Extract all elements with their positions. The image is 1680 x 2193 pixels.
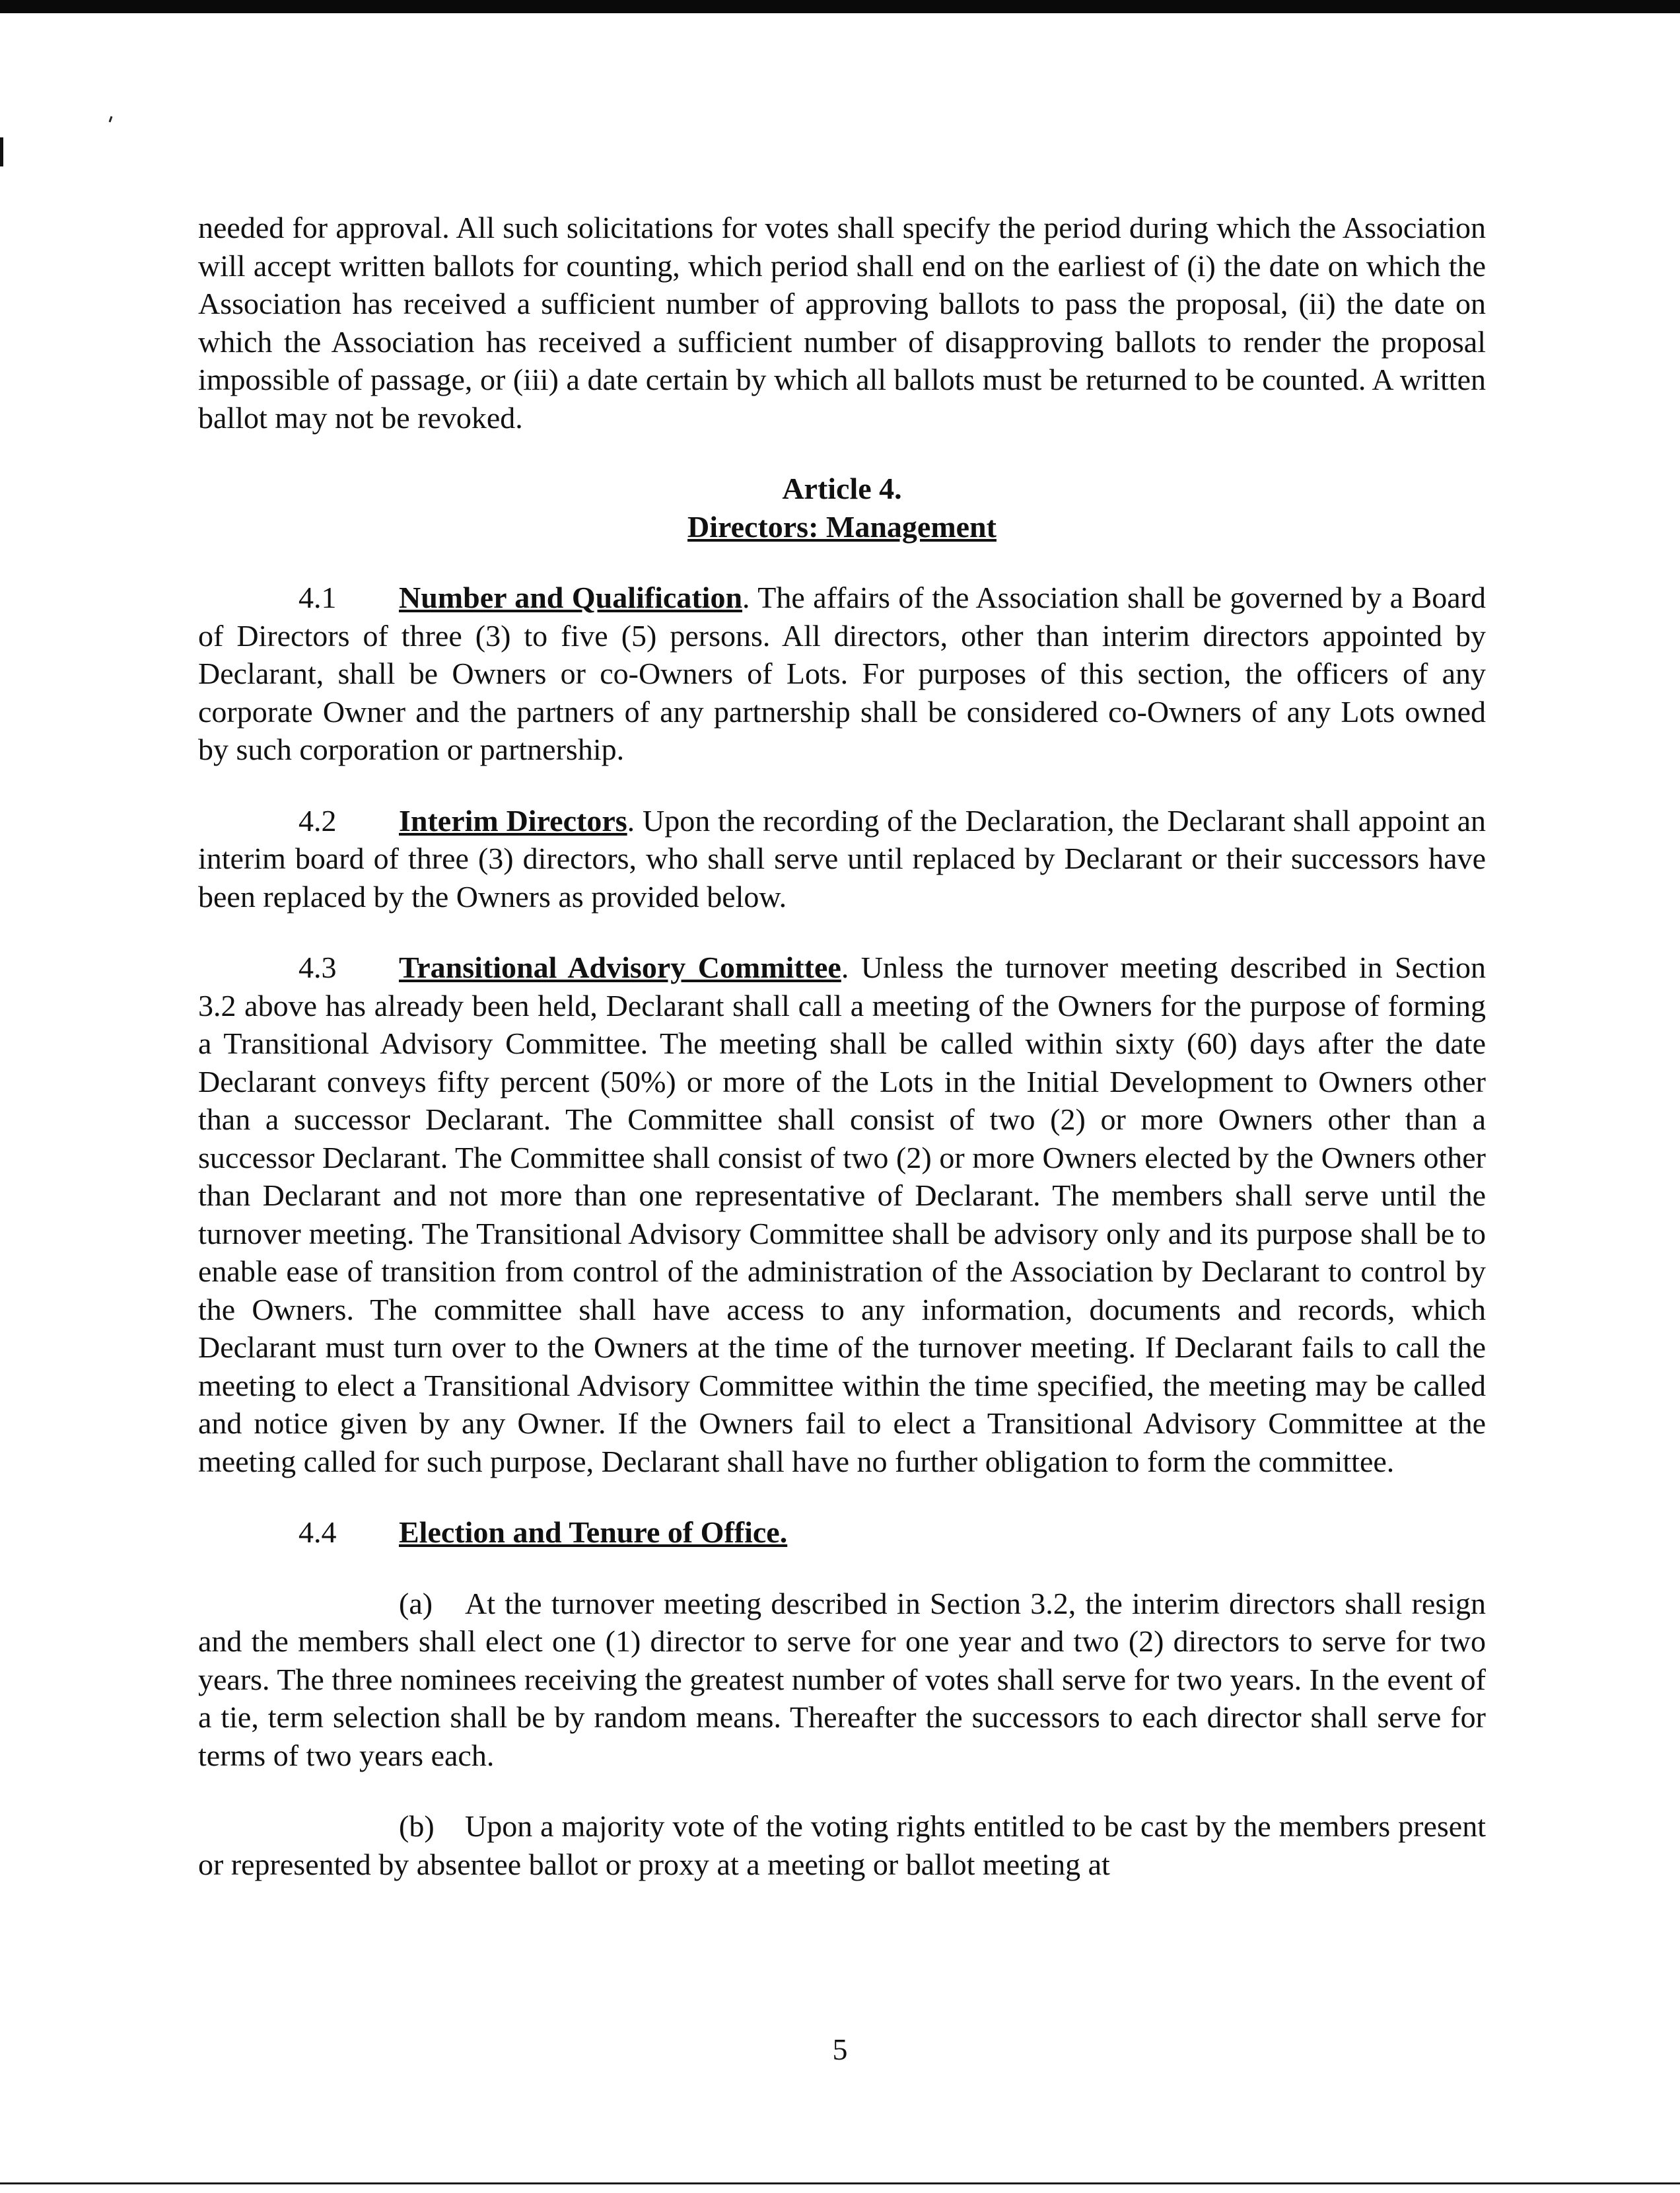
section-heading: Election and Tenure of Office.: [399, 1515, 788, 1549]
article-title: Directors: Management: [687, 509, 997, 544]
subsection-label: (b): [399, 1809, 435, 1843]
document-body: [198, 209, 1486, 1883]
article-number: Article 4.: [782, 472, 902, 505]
section-heading: Interim Directors: [399, 803, 627, 838]
section-number: 4.1: [298, 581, 337, 614]
page-number: 5: [832, 2032, 848, 2066]
section-4-3: [198, 949, 1486, 1480]
scan-top-border: [0, 0, 1680, 13]
section-text: . Upon the recording of the Declaration, the Declarant shall appoint an interim board of three (3) directors, who shall serve until replaced by Declarant or their successors have been replaced by the Owners as provided below.: [198, 803, 1487, 914]
section-4-1: [198, 579, 1486, 769]
section-text: . The affairs of the Association shall be governed by a Board of Directors of three (3) to five (5) persons. All directors, other than interim directors appointed by Declarant, shall be Owners or co-Owners of Lots. For purposes of this section, the officers of any corporate Owner and the partners of any partnership shall be considered co-Owners of any Lots owned by such corporation or partnership.: [198, 581, 1486, 766]
subsection-label: (a): [399, 1586, 433, 1620]
section-text: . Unless the turnover meeting described in Section 3.2 above has already been held, Declarant shall call a meeting of the Owners for the purpose of forming a Transitional Advisory Committee. The meeting shall be called within sixty (60) days after the date Declarant conveys fifty percent (50%) or more of the Lots in the Initial Development to Owners other than a successor Declarant. The Committee shall consist of two (2) or more Owners other than a successor Declarant. The Committee shall consist of two (2) or more Owners elected by the Owners other than Declarant and not more than one representative of Declarant. The members shall serve until the turnover meeting. The Transitional Advisory Committee shall be advisory only and its purpose shall be to enable ease of transition from control of the administration of the Association by Declarant to control by the Owners. The committee shall have access to any information, documents and records, which Declarant must turn over to the Owners at the time of the turnover meeting. If Declarant fails to call the meeting to elect a Transitional Advisory Committee within the time specified, the meeting may be called and notice given by any Owner. If the Owners fail to elect a Transitional Advisory Committee at the meeting called for such purpose, Declarant shall have no further obligation to form the committee.: [198, 951, 1486, 1478]
subsection-text: Upon a majority vote of the voting rights entitled to be cast by the members present or represented by absentee ballot or proxy at a meeting or ballot meeting at: [198, 1809, 1486, 1881]
scan-speck: [109, 116, 113, 122]
subsection-b: [198, 1807, 1486, 1883]
section-4-2: [198, 802, 1486, 916]
section-heading: Transitional Advisory Committee: [399, 951, 841, 984]
subsection-text: At the turnover meeting described in Section 3.2, the interim directors shall resign and the members shall elect one (1) director to serve for one year and two (2) directors to serve for two years. The three nominees receiving the greatest number of votes shall serve for two years. In the event of a tie, term selection shall be by random means. Thereafter the successors to each director shall serve for terms of two years each.: [198, 1586, 1486, 1772]
scan-bottom-border: [0, 2182, 1680, 2184]
subsection-a: [198, 1585, 1486, 1775]
section-4-4: [198, 1513, 1486, 1552]
intro-paragraph: needed for approval. All such solicitations for votes shall specify the period during which the Association will accept written ballots for counting, which period shall end on the earliest of (i) the date on which the Association has received a sufficient number of approving ballots to pass the proposal, (ii) the date on which the Association has received a sufficient number of disapproving ballots to render the proposal impossible of passage, or (iii) a date certain by which all ballots must be returned to be counted. A written ballot may not be revoked.: [198, 211, 1486, 435]
section-number: 4.4: [298, 1515, 337, 1549]
section-number: 4.3: [298, 951, 337, 984]
scan-edge-mark: [0, 137, 3, 166]
section-number: 4.2: [298, 803, 337, 838]
section-heading: Number and Qualification: [399, 581, 743, 614]
